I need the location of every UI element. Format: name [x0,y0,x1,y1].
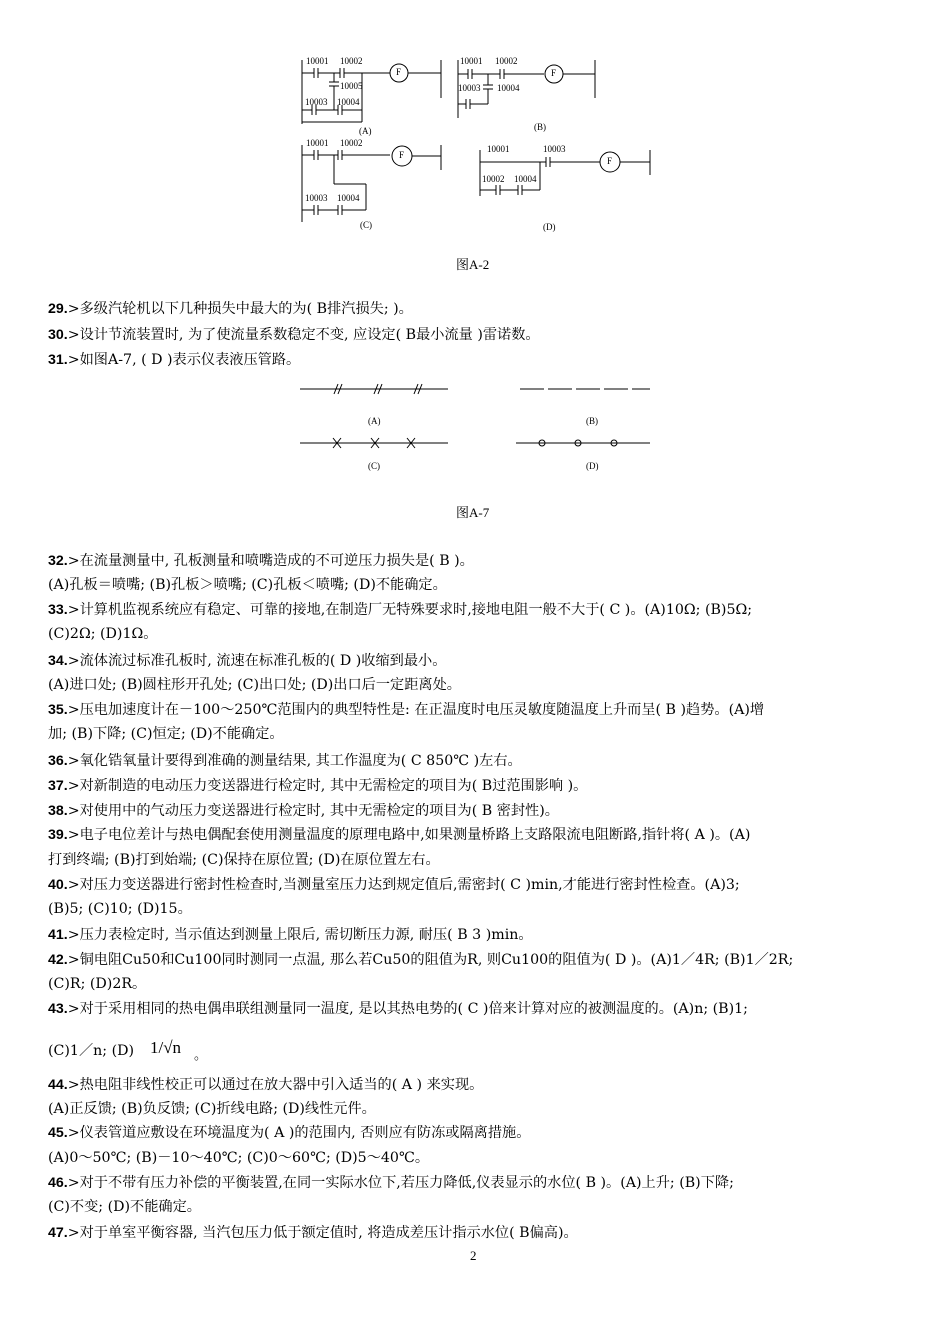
contact-label: 10004 [337,193,360,203]
ladder-diagram-c [302,145,441,222]
question-text: (A)孔板＝喷嘴; (B)孔板＞喷嘴; (C)孔板＜喷嘴; (D)不能确定。 [48,577,447,593]
contact-label: 10003 [543,144,566,154]
question-line [48,326,908,344]
question-line [48,1100,908,1118]
pipe-line-c [300,438,448,448]
question-text: >对压力变送器进行密封性检查时,当测量室压力达到规定值后,需密封( C )min,才能进行密封性检查。(A)3; [67,877,740,893]
contact-label: 10002 [495,56,518,66]
question-number: 40. [48,877,68,893]
question-line [48,951,908,969]
contact-label: 10002 [340,56,363,66]
pipe-label-b: (B) [586,416,598,426]
diagram-label-d: (D) [543,222,556,232]
question-number: 33. [48,602,68,618]
question-number: 46. [48,1175,68,1191]
ladder-diagram-a [302,60,441,124]
question-text: >对于采用相同的热电偶串联组测量同一温度, 是以其热电势的( C )倍来计算对应的被测温度的。(A)n; (B)1; [67,1001,748,1017]
question-text: >对使用中的气动压力变送器进行检定时, 其中无需检定的项目为( B 密封性)。 [67,803,559,819]
contact-label: 10001 [460,56,483,66]
question-line [48,676,908,694]
question-text: (A)0～50℃; (B)－10～40℃; (C)0～60℃; (D)5～40℃。 [48,1150,430,1166]
diagram-label-b: (B) [534,122,546,132]
formula-one-over-root-n: 1/√n [150,1038,182,1057]
contact-label: 10004 [514,174,537,184]
pipe-label-a: (A) [368,416,381,426]
question-text: >压电加速度计在－100～250℃范围内的典型特性是: 在正温度时电压灵敏度随温度上升而呈( B )趋势。(A)增 [67,702,765,718]
contact-label: 10003 [305,97,328,107]
question-number: 36. [48,753,68,769]
question-line [48,601,908,619]
contact-label: 10001 [487,144,510,154]
coil-label: F [399,150,405,160]
question-number: 42. [48,952,68,968]
question-text: >多级汽轮机以下几种损失中最大的为( B排汽损失; )。 [67,301,413,317]
question-text: >电子电位差计与热电偶配套使用测量温度的原理电路中,如果测量桥路上支路限流电阻断路,指针将( A )。(A) [67,827,751,843]
question-text: (C)1／n; (D) [48,1043,135,1059]
question-line [48,300,908,318]
figure-caption-a7: 图A-7 [456,505,490,520]
question-number: 31. [48,352,68,368]
page-number: 2 [470,1248,477,1263]
contact-label: 10005 [340,81,363,91]
coil-label: F [607,156,613,166]
coil-label: F [396,67,402,77]
question-line [48,1198,908,1216]
question-line [48,802,908,820]
contact-label: 10001 [306,56,329,66]
question-line [48,652,908,670]
question-text: >热电阻非线性校正可以通过在放大器中引入适当的( A ) 来实现。 [67,1077,484,1093]
question-line [48,576,908,594]
pipe-line-d [516,440,650,446]
question-number: 37. [48,778,68,794]
question-number: 44. [48,1077,68,1093]
question-number: 34. [48,653,68,669]
question-line [48,975,908,993]
question-text: >流体流过标准孔板时, 流速在标准孔板的( D )收缩到最小。 [67,653,447,669]
question-number: 35. [48,702,68,718]
question-number: 39. [48,827,68,843]
diagram-label-a: (A) [359,126,372,136]
question-line [48,725,908,743]
question-text: (C)R; (D)2R。 [48,976,147,992]
question-text: 打到终端; (B)打到始端; (C)保持在原位置; (D)在原位置左右。 [48,852,440,868]
question-text: 加; (B)下降; (C)恒定; (D)不能确定。 [48,726,284,742]
pipe-label-c: (C) [368,461,380,471]
question-number: 43. [48,1001,68,1017]
question-text: (C)2Ω; (D)1Ω。 [48,626,158,642]
contact-label: 10001 [306,138,329,148]
question-line [48,701,908,719]
pipe-line-a [300,384,448,394]
question-line [48,851,908,869]
question-number: 32. [48,553,68,569]
question-text: >压力表检定时, 当示值达到测量上限后, 需切断压力源, 耐压( B 3 )min。 [67,927,533,943]
diagram-label-c: (C) [360,220,372,230]
question-text: >如图A-7, ( D )表示仪表液压管路。 [67,352,301,368]
question-text: (B)5; (C)10; (D)15。 [48,901,192,917]
question-text: (C)不变; (D)不能确定。 [48,1199,201,1215]
contact-label: 10004 [497,83,520,93]
question-line [48,625,908,643]
question-line [48,777,908,795]
question-text: >计算机监视系统应有稳定、可靠的接地,在制造厂无特殊要求时,接地电阻一般不大于( C )。(A)10Ω; (B)5Ω; [67,602,753,618]
question-text: (A)进口处; (B)圆柱形开孔处; (C)出口处; (D)出口后一定距离处。 [48,677,461,693]
question-line [48,1076,908,1094]
question-line [48,1174,908,1192]
question-number: 30. [48,327,68,343]
question-line [48,1000,908,1018]
question-line [48,900,908,918]
ladder-diagram-d [480,150,650,196]
question-line [48,926,908,944]
question-text: >氧化锆氧量计要得到准确的测量结果, 其工作温度为( C 850℃ )左右。 [67,753,522,769]
contact-label: 10003 [458,83,481,93]
question-number: 29. [48,301,68,317]
question-text: >仪表管道应敷设在环境温度为( A )的范围内, 否则应有防冻或隔离措施。 [67,1125,531,1141]
contact-label: 10002 [340,138,363,148]
question-number: 47. [48,1225,68,1241]
question-text: >铜电阻Cu50和Cu100同时测同一点温, 那么若Cu50的阻值为R, 则Cu100的阻值为( D )。(A)1／4R; (B)1／2R; [67,952,794,968]
question-line [48,552,908,570]
question-line [48,1149,908,1167]
question-text: >对于单室平衡容器, 当汽包压力低于额定值时, 将造成差压计指示水位( B偏高)。 [67,1225,578,1241]
question-number: 38. [48,803,68,819]
question-number: 41. [48,927,68,943]
question-text: >对新制造的电动压力变送器进行检定时, 其中无需检定的项目为( B过范围影响 )。 [67,778,588,794]
question-text: >在流量测量中, 孔板测量和喷嘴造成的不可逆压力损失是( B )。 [67,553,474,569]
question-text: (A)正反馈; (B)负反馈; (C)折线电路; (D)线性元件。 [48,1101,376,1117]
coil-label: F [551,68,557,78]
question-text: >对于不带有压力补偿的平衡装置,在同一实际水位下,若压力降低,仪表显示的水位( B )。(A)上升; (B)下降; [67,1175,734,1191]
question-line [48,876,908,894]
contact-label: 10002 [482,174,505,184]
figure-caption-a2: 图A-2 [456,257,490,272]
pipe-label-d: (D) [586,461,599,471]
question-line [48,1124,908,1142]
question-line [48,752,908,770]
question-number: 45. [48,1125,68,1141]
contact-label: 10003 [305,193,328,203]
question-line [48,826,908,844]
formula-period: 。 [194,1047,208,1062]
question-line [48,1224,908,1242]
question-text: >设计节流装置时, 为了使流量系数稳定不变, 应设定( B最小流量 )雷诺数。 [67,327,540,343]
contact-label: 10004 [337,97,360,107]
question-line [48,351,908,369]
